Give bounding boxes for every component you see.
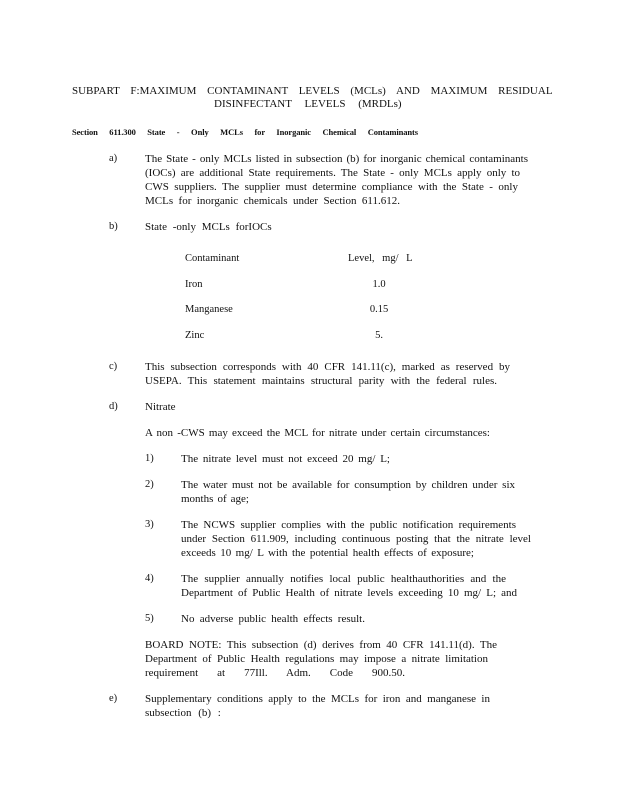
subsection-c-line1: This subsection corresponds with 40 CFR 141.11(c), marked as reserved by [145, 361, 510, 373]
subsection-a-label: a) [109, 153, 118, 164]
board-note-line3: requirement at 77Ill. Adm. Code 900.50. [145, 667, 405, 679]
subsection-d-label: d) [109, 401, 118, 412]
subpart-title-line2: DISINFECTANT LEVELS (MRDLs) [214, 98, 402, 110]
subsection-d-intro: A non -CWS may exceed the MCL for nitrate under certain circumstances: [145, 427, 490, 439]
subsection-d-heading: Nitrate [145, 401, 176, 413]
item-number: 2) [145, 479, 154, 490]
item-number: 1) [145, 453, 154, 464]
item-text: The supplier annually notifies local public healthauthorities and the [181, 573, 506, 585]
subsection-c-label: c) [109, 361, 118, 372]
item-number: 4) [145, 573, 154, 584]
subpart-title-line1: SUBPART F:MAXIMUM CONTAMINANT LEVELS (MCLs) AND MAXIMUM RESIDUAL [72, 85, 553, 97]
board-note-line1: BOARD NOTE: This subsection (d) derives from 40 CFR 141.11(d). The [145, 639, 497, 651]
subsection-e-label: e) [109, 693, 118, 704]
subsection-b-label: b) [109, 221, 118, 232]
item-text: exceeds 10 mg/ L with the potential health effects of exposure; [181, 547, 474, 559]
subsection-a-line4: MCLs for inorganic chemicals under Section 611.612. [145, 195, 400, 207]
table-row-name: Manganese [185, 304, 233, 315]
subsection-e-line1: Supplementary conditions apply to the MCLs for iron and manganese in [145, 693, 490, 705]
subsection-a-line2: (IOCs) are additional State requirements. The State - only MCLs apply only to [145, 167, 520, 179]
item-text: The water must not be available for consumption by children under six [181, 479, 515, 491]
table-row-level: 0.15 [369, 304, 389, 315]
table-header-level: Level, mg/ L [348, 253, 413, 264]
item-text: Department of Public Health of nitrate levels exceeding 10 mg/ L; and [181, 587, 517, 599]
subsection-b-text: State -only MCLs forIOCs [145, 221, 272, 233]
item-number: 5) [145, 613, 154, 624]
item-text: under Section 611.909, including continuous posting that the nitrate level [181, 533, 531, 545]
item-number: 3) [145, 519, 154, 530]
item-text: The nitrate level must not exceed 20 mg/ L; [181, 453, 390, 465]
item-text: No adverse public health effects result. [181, 613, 365, 625]
board-note-line2: Department of Public Health regulations may impose a nitrate limitation [145, 653, 488, 665]
table-row-name: Zinc [185, 330, 205, 341]
section-heading: Section 611.300 State - Only MCLs for Inorganic Chemical Contaminants [72, 127, 418, 137]
table-row-level: 1.0 [372, 279, 386, 290]
subsection-c-line2: USEPA. This statement maintains structural parity with the federal rules. [145, 375, 497, 387]
mcl-table [185, 252, 425, 352]
subsection-a-line1: The State - only MCLs listed in subsection (b) for inorganic chemical contaminants [145, 153, 528, 165]
table-header-contaminant: Contaminant [185, 253, 240, 264]
subsection-a-line3: CWS suppliers. The supplier must determine compliance with the State - only [145, 181, 518, 193]
table-row-level: 5. [375, 330, 383, 341]
item-text: months of age; [181, 493, 249, 505]
item-text: The NCWS supplier complies with the public notification requirements [181, 519, 516, 531]
subsection-e-line2: subsection (b) : [145, 707, 221, 719]
table-row-name: Iron [185, 279, 203, 290]
